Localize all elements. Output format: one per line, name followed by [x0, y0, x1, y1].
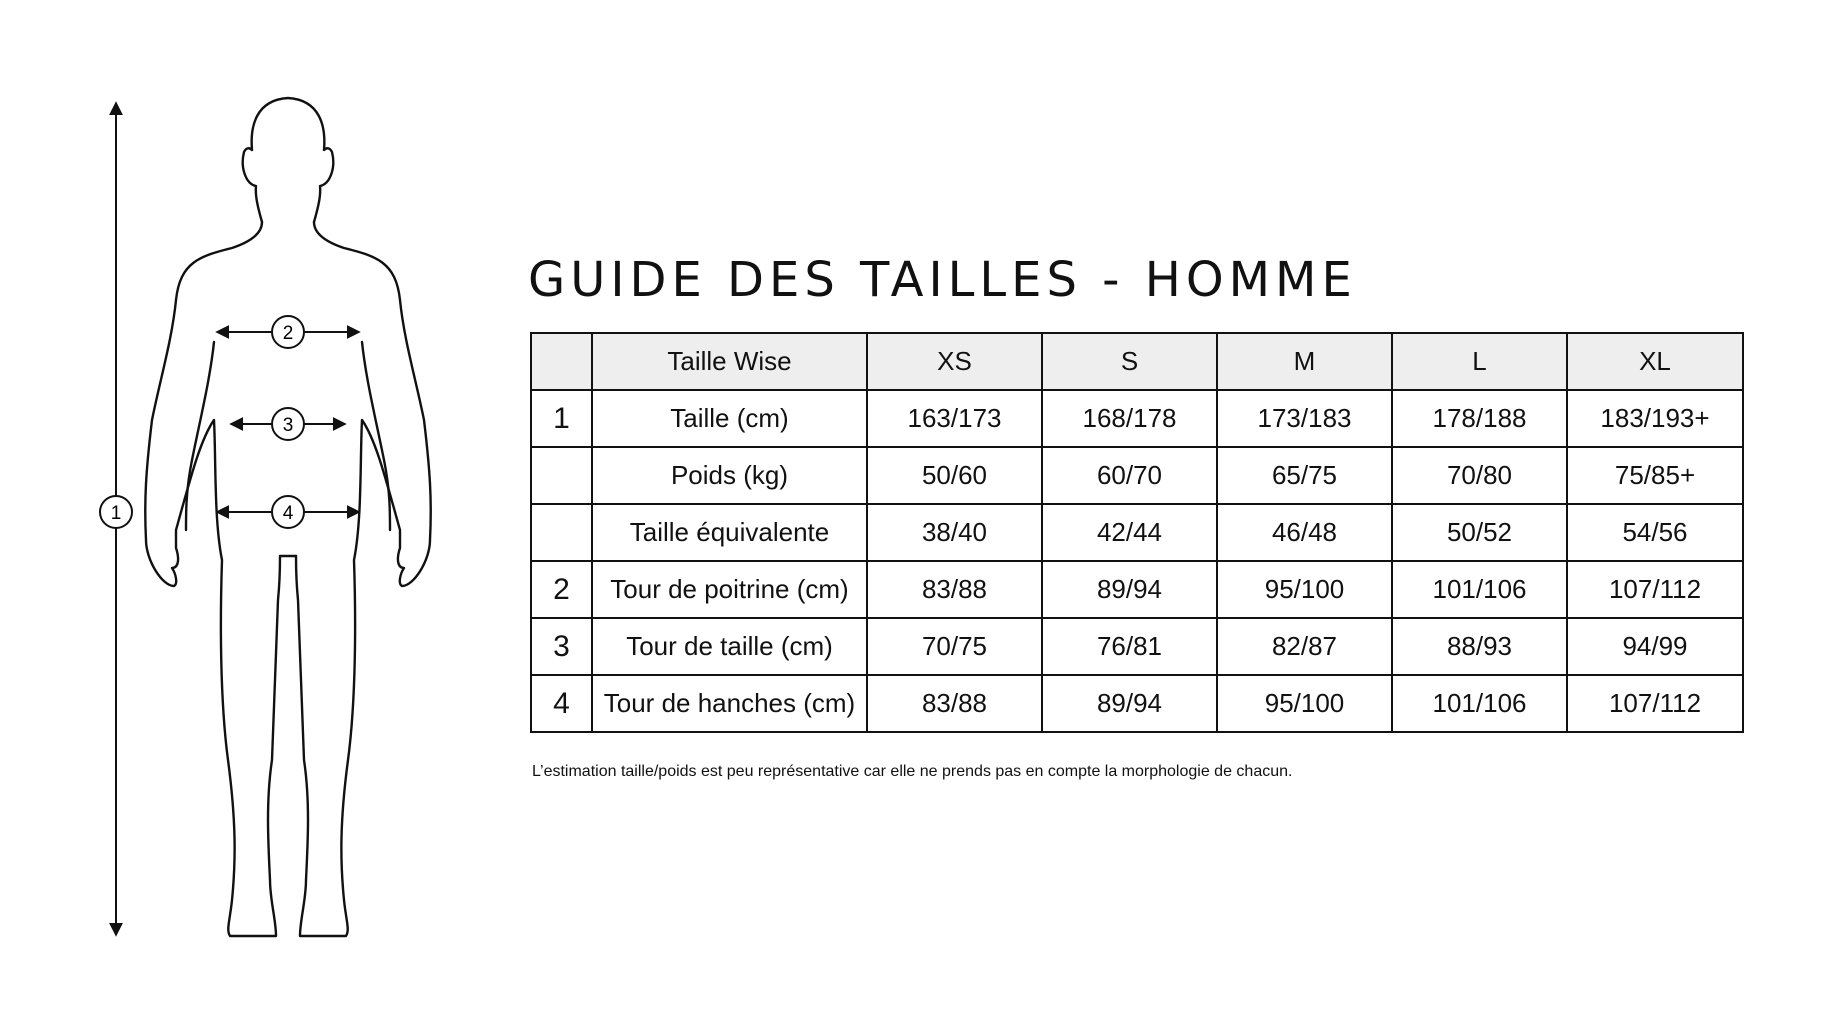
table-cell: 42/44	[1042, 504, 1217, 561]
row-marker: 2	[531, 561, 592, 618]
row-label: Tour de hanches (cm)	[592, 675, 867, 732]
size-chart-table	[530, 332, 1744, 733]
table-cell: 50/60	[867, 447, 1042, 504]
table-cell: 107/112	[1567, 675, 1743, 732]
marker-2-label: 2	[282, 323, 294, 344]
header-cell-marker	[531, 333, 592, 390]
table-cell: 95/100	[1217, 675, 1392, 732]
table-row	[531, 504, 1743, 561]
row-marker: 4	[531, 675, 592, 732]
page-title: GUIDE DES TAILLES - HOMME	[528, 252, 1357, 308]
row-label: Tour de poitrine (cm)	[592, 561, 867, 618]
table-cell: 88/93	[1392, 618, 1567, 675]
marker-4-label: 4	[282, 503, 294, 524]
table-cell: 75/85+	[1567, 447, 1743, 504]
table-cell: 83/88	[867, 561, 1042, 618]
chest-measure-line	[218, 316, 358, 348]
row-label: Taille équivalente	[592, 504, 867, 561]
row-label: Poids (kg)	[592, 447, 867, 504]
header-cell-xs: XS	[867, 333, 1042, 390]
header-cell-m: M	[1217, 333, 1392, 390]
row-label: Taille (cm)	[592, 390, 867, 447]
table-row	[531, 618, 1743, 675]
table-cell: 183/193+	[1567, 390, 1743, 447]
table-cell: 173/183	[1217, 390, 1392, 447]
table-cell: 178/188	[1392, 390, 1567, 447]
table-row	[531, 675, 1743, 732]
table-cell: 89/94	[1042, 561, 1217, 618]
hips-measure-line	[218, 496, 358, 528]
header-cell-xl: XL	[1567, 333, 1743, 390]
table-cell: 50/52	[1392, 504, 1567, 561]
table-cell: 95/100	[1217, 561, 1392, 618]
table-cell: 163/173	[867, 390, 1042, 447]
table-cell: 168/178	[1042, 390, 1217, 447]
row-marker: 3	[531, 618, 592, 675]
table-cell: 70/75	[867, 618, 1042, 675]
table-cell: 46/48	[1217, 504, 1392, 561]
footnote: L’estimation taille/poids est peu représentative car elle ne prends pas en compte la morphologie de chacun.	[532, 763, 1293, 780]
table-cell: 60/70	[1042, 447, 1217, 504]
table-cell: 65/75	[1217, 447, 1392, 504]
table-cell: 89/94	[1042, 675, 1217, 732]
table-row	[531, 447, 1743, 504]
row-marker	[531, 504, 592, 561]
marker-3-label: 3	[282, 415, 294, 436]
table-cell: 54/56	[1567, 504, 1743, 561]
waist-measure-line	[232, 408, 344, 440]
row-marker	[531, 447, 592, 504]
marker-1-label: 1	[110, 503, 122, 524]
header-cell-l: L	[1392, 333, 1567, 390]
table-cell: 83/88	[867, 675, 1042, 732]
table-cell: 101/106	[1392, 561, 1567, 618]
row-label: Tour de taille (cm)	[592, 618, 867, 675]
table-cell: 76/81	[1042, 618, 1217, 675]
table-row	[531, 390, 1743, 447]
table-cell: 38/40	[867, 504, 1042, 561]
body-measurement-figure	[0, 0, 520, 1014]
row-marker: 1	[531, 390, 592, 447]
table-row	[531, 561, 1743, 618]
height-measure-line	[100, 104, 132, 934]
table-cell: 70/80	[1392, 447, 1567, 504]
header-cell-label: Taille Wise	[592, 333, 867, 390]
table-cell: 94/99	[1567, 618, 1743, 675]
table-cell: 101/106	[1392, 675, 1567, 732]
table-header-row	[531, 333, 1743, 390]
table-cell: 107/112	[1567, 561, 1743, 618]
header-cell-s: S	[1042, 333, 1217, 390]
table-cell: 82/87	[1217, 618, 1392, 675]
